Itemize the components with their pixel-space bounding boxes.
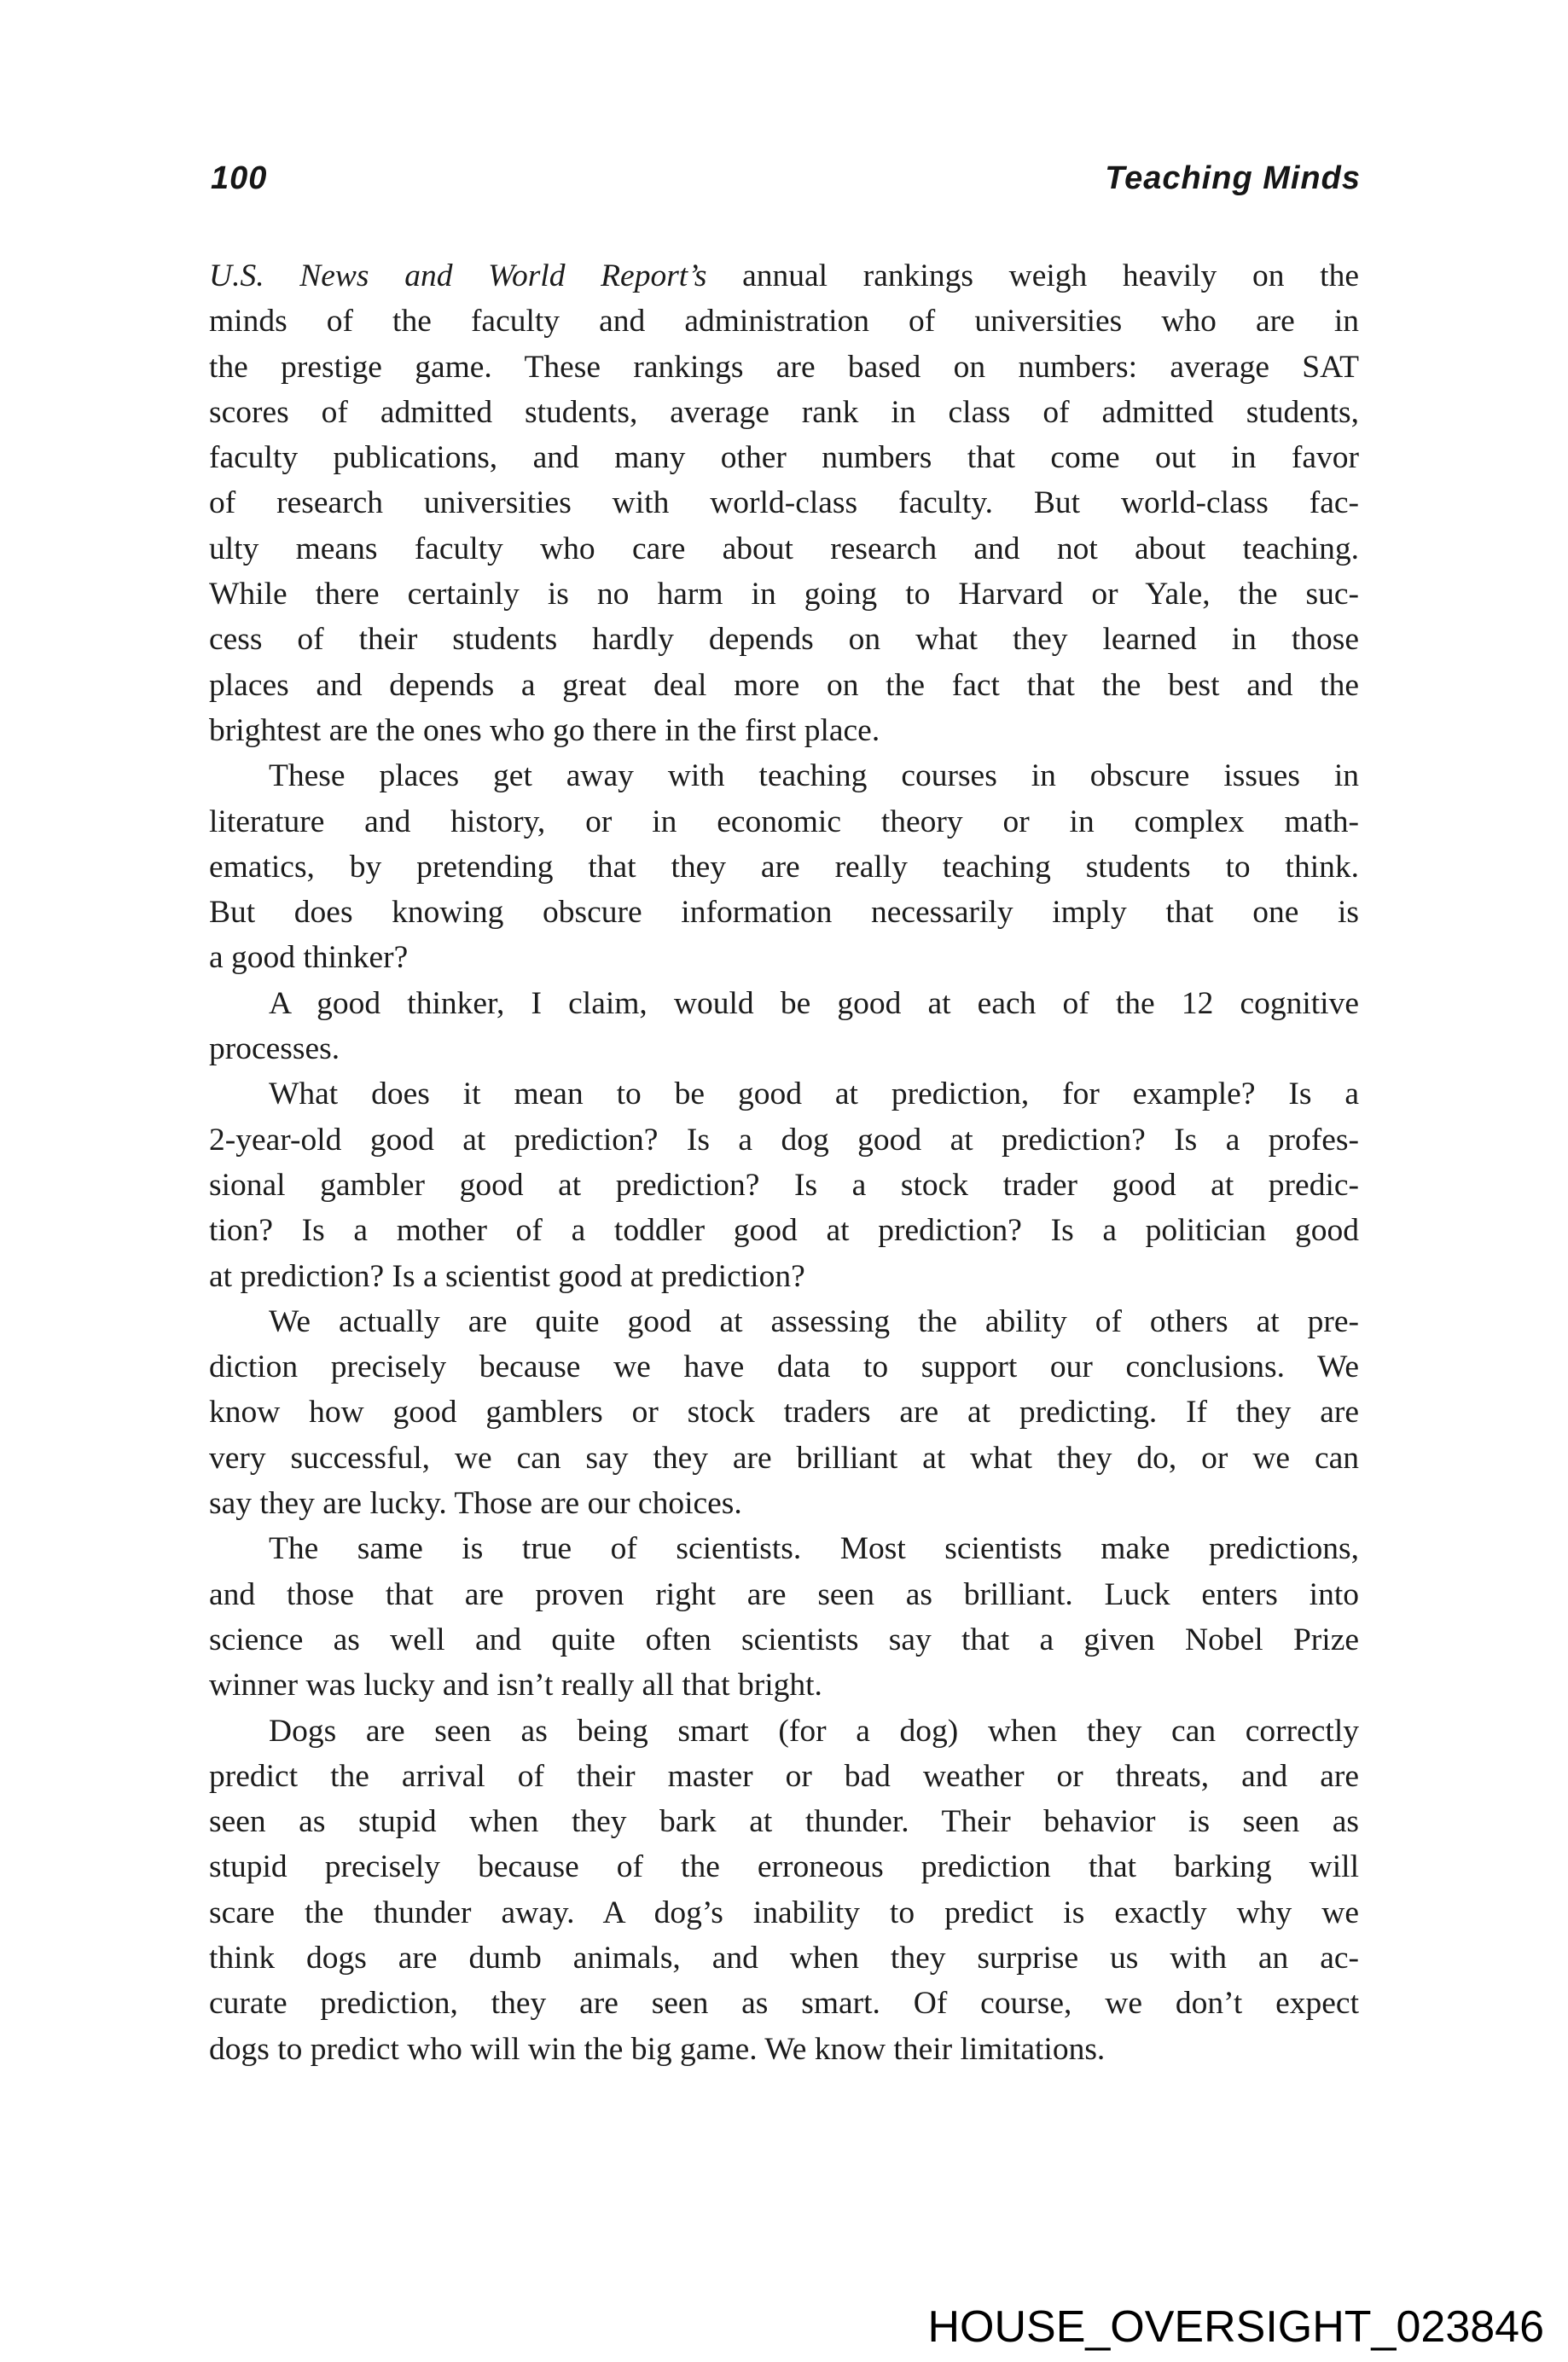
body-line: science as well and quite often scientists say that a given Nobel Prize	[209, 1622, 1359, 1657]
italic-citation: U.S. News and World Report’s	[209, 258, 707, 293]
body-line: A good thinker, I claim, would be good at each of the 12 cognitive	[269, 985, 1359, 1021]
body-line: While there certainly is no harm in going to Harvard or Yale, the suc-	[209, 577, 1359, 612]
body-line: at prediction? Is a scientist good at prediction?	[209, 1258, 805, 1294]
body-line: think dogs are dumb animals, and when they surprise us with an ac-	[209, 1940, 1359, 1976]
body-line: faculty publications, and many other numbers that come out in favor	[209, 440, 1359, 476]
body-line: dogs to predict who will win the big game. We know their limitations.	[209, 2031, 1106, 2067]
body-line: the prestige game. These rankings are based on numbers: average SAT	[209, 349, 1359, 385]
paragraph	[209, 981, 1359, 1072]
body-line: very successful, we can say they are brilliant at what they do, or we can	[209, 1440, 1359, 1476]
body-text-segment: annual rankings weigh heavily on the	[706, 258, 1359, 293]
body-line: tion? Is a mother of a toddler good at prediction? Is a politician good	[209, 1213, 1359, 1249]
body-line: processes.	[209, 1031, 340, 1067]
body-line	[209, 253, 1359, 299]
body-line: seen as stupid when they bark at thunder. Their behavior is seen as	[209, 1804, 1359, 1840]
paragraph	[209, 253, 1359, 753]
body-line: brightest are the ones who go there in the first place.	[209, 712, 880, 748]
book-title: Teaching Minds	[1105, 160, 1361, 196]
bates-number: HOUSE_OVERSIGHT_023846	[927, 2302, 1544, 2352]
body-line: We actually are quite good at assessing the ability of others at pre-	[269, 1303, 1359, 1339]
body-line: of research universities with world-class faculty. But world-class fac-	[209, 485, 1359, 521]
body-line: But does knowing obscure information necessarily imply that one is	[209, 895, 1359, 931]
body-line: predict the arrival of their master or bad weather or threats, and are	[209, 1758, 1359, 1794]
body-line: These places get away with teaching courses in obscure issues in	[269, 758, 1359, 794]
body-line: winner was lucky and isn’t really all that bright.	[209, 1668, 822, 1703]
body-line: a good thinker?	[209, 940, 409, 976]
body-line: sional gambler good at prediction? Is a stock trader good at predic-	[209, 1167, 1359, 1203]
body-line: say they are lucky. Those are our choices.	[209, 1486, 742, 1522]
body-line: The same is true of scientists. Most scientists make predictions,	[269, 1531, 1359, 1567]
paragraph	[209, 1709, 1359, 2072]
paragraph	[209, 1071, 1359, 1298]
body-line: stupid precisely because of the erroneous prediction that barking will	[209, 1849, 1359, 1885]
body-line: literature and history, or in economic theory or in complex math-	[209, 804, 1359, 839]
body-line: scores of admitted students, average rank in class of admitted students,	[209, 394, 1359, 430]
body-line: What does it mean to be good at prediction, for example? Is a	[269, 1077, 1359, 1112]
paragraph	[209, 753, 1359, 980]
body-line: Dogs are seen as being smart (for a dog) when they can correctly	[269, 1713, 1359, 1749]
page-number: 100	[211, 160, 268, 196]
body-line: 2-year-old good at prediction? Is a dog good at prediction? Is a profes-	[209, 1122, 1359, 1158]
body-line: diction precisely because we have data to support our conclusions. We	[209, 1349, 1359, 1385]
running-head	[211, 160, 1361, 197]
body-line: curate prediction, they are seen as smart. Of course, we don’t expect	[209, 1986, 1359, 2022]
body-line: and those that are proven right are seen as brilliant. Luck enters into	[209, 1576, 1359, 1612]
paragraph	[209, 1299, 1359, 1526]
body-line: places and depends a great deal more on the fact that the best and the	[209, 667, 1359, 703]
page-body	[209, 253, 1359, 2072]
body-line: minds of the faculty and administration of universities who are in	[209, 304, 1359, 340]
body-line: know how good gamblers or stock traders are at predicting. If they are	[209, 1395, 1359, 1431]
body-line: scare the thunder away. A dog’s inability to predict is exactly why we	[209, 1895, 1359, 1930]
body-line: ulty means faculty who care about research and not about teaching.	[209, 531, 1359, 566]
body-line: cess of their students hardly depends on what they learned in those	[209, 622, 1359, 658]
body-line: ematics, by pretending that they are really teaching students to think.	[209, 849, 1359, 885]
paragraph	[209, 1526, 1359, 1708]
